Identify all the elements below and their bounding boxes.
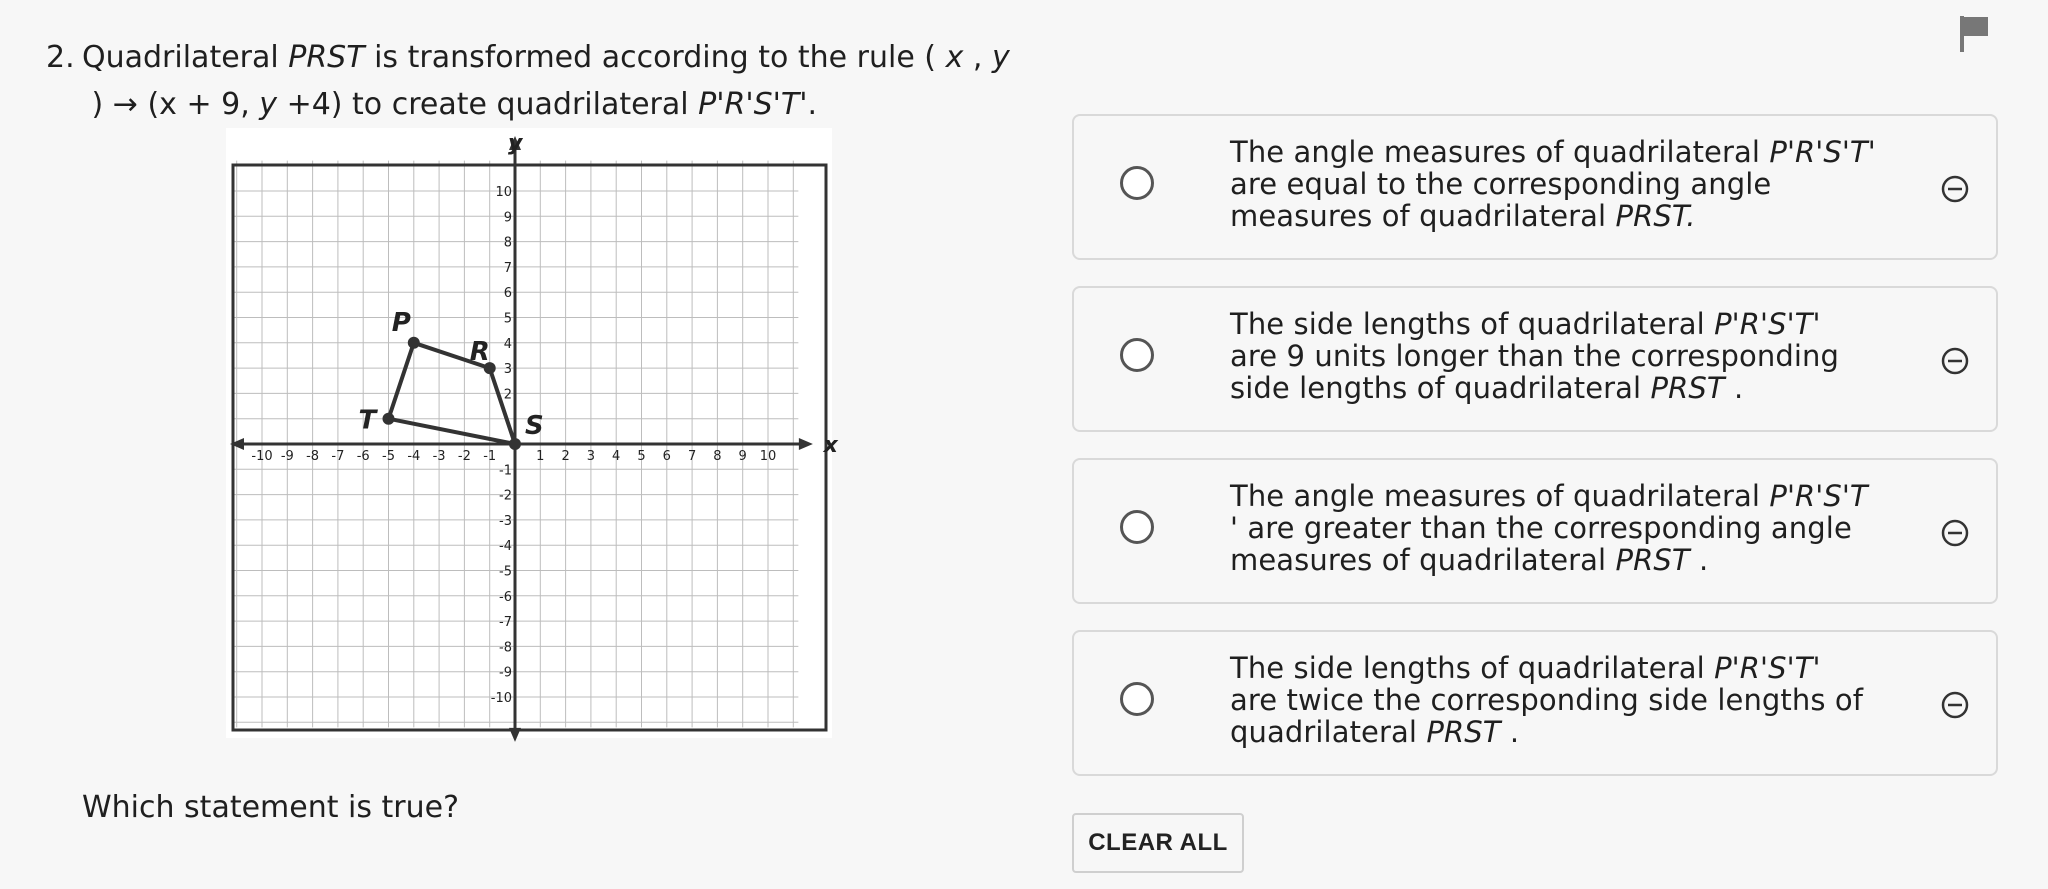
vertex-point-t bbox=[383, 413, 395, 425]
flag-icon[interactable] bbox=[1958, 14, 1992, 54]
graph-frame bbox=[233, 165, 826, 730]
option-figure-name: PRST bbox=[1615, 543, 1690, 577]
x-tick-label: -4 bbox=[407, 449, 421, 464]
vertex-point-p bbox=[408, 337, 420, 349]
option-text-line: ' are greater than the corresponding angle bbox=[1230, 511, 1852, 545]
y-tick-label: 7 bbox=[503, 260, 512, 276]
option-text-line: side lengths of quadrilateral bbox=[1230, 371, 1651, 405]
eliminate-option-icon[interactable] bbox=[1940, 174, 1970, 204]
vertex-label-s: S bbox=[525, 411, 544, 441]
stem-text: +4) to create quadrilateral bbox=[277, 87, 699, 122]
option-figure-name: PRST bbox=[1650, 371, 1725, 405]
question-text bbox=[82, 34, 1012, 128]
question-line-2 bbox=[82, 81, 1012, 128]
eliminate-option-icon[interactable] bbox=[1940, 690, 1970, 720]
option-text-line: The angle measures of quadrilateral bbox=[1230, 479, 1770, 513]
radio-button[interactable] bbox=[1120, 682, 1154, 716]
vertex-label-r: R bbox=[469, 337, 490, 368]
option-text-line: . bbox=[1689, 543, 1709, 577]
y-tick-label: 2 bbox=[503, 387, 512, 403]
option-text-line: are equal to the corresponding angle bbox=[1230, 167, 1772, 201]
y-tick-label: -6 bbox=[499, 589, 512, 605]
x-tick-label: -10 bbox=[251, 449, 273, 464]
stem-text: . bbox=[807, 87, 817, 122]
y-tick-label: -2 bbox=[499, 488, 512, 504]
eliminate-option-icon[interactable] bbox=[1940, 346, 1970, 376]
y-tick-label: -4 bbox=[499, 539, 512, 555]
stem-text: Quadrilateral bbox=[82, 40, 289, 75]
y-tick-label: 5 bbox=[503, 311, 512, 327]
coordinate-graph bbox=[226, 128, 838, 738]
eliminate-option-icon[interactable] bbox=[1940, 518, 1970, 548]
x-axis-label: x bbox=[823, 433, 838, 458]
option-text bbox=[1230, 308, 1870, 404]
stem-variable-y: y bbox=[991, 40, 1010, 75]
question-prompt: Which statement is true? bbox=[82, 790, 460, 825]
option-text-line: are twice the corresponding side lengths of bbox=[1230, 683, 1864, 717]
x-tick-label: 7 bbox=[687, 449, 697, 464]
answer-option-b[interactable] bbox=[1072, 286, 1998, 432]
radio-button[interactable] bbox=[1120, 510, 1154, 544]
option-figure-name: PRST. bbox=[1615, 199, 1696, 233]
stem-variable-y: y bbox=[259, 87, 278, 122]
y-axis-arrow-down bbox=[509, 728, 521, 742]
option-text-line: measures of quadrilateral bbox=[1230, 543, 1616, 577]
x-tick-label: -2 bbox=[457, 449, 471, 464]
option-figure-name: PRST bbox=[1426, 715, 1501, 749]
y-tick-label: -5 bbox=[499, 564, 512, 580]
y-tick-label: -1 bbox=[499, 463, 512, 479]
x-tick-label: 4 bbox=[612, 449, 621, 464]
x-tick-label: -7 bbox=[331, 449, 345, 464]
x-tick-label: -6 bbox=[356, 449, 370, 464]
x-tick-label: 5 bbox=[637, 449, 646, 464]
stem-text: , bbox=[963, 40, 992, 75]
y-tick-label: 4 bbox=[503, 336, 512, 352]
option-text-line: . bbox=[1500, 715, 1520, 749]
y-tick-label: -9 bbox=[499, 665, 512, 681]
y-tick-label: 9 bbox=[503, 210, 512, 226]
y-tick-label: -8 bbox=[499, 640, 512, 656]
option-text-line: quadrilateral bbox=[1230, 715, 1427, 749]
y-axis-label: y bbox=[508, 131, 523, 156]
x-tick-label: -9 bbox=[280, 449, 294, 464]
stem-text: ) → (x + 9, bbox=[82, 87, 260, 122]
question-line-1 bbox=[82, 34, 1012, 81]
stem-text: is transformed according to the rule ( bbox=[364, 40, 946, 75]
x-tick-label: -3 bbox=[432, 449, 446, 464]
x-tick-label: 9 bbox=[738, 449, 747, 464]
y-tick-label: -10 bbox=[490, 691, 512, 706]
option-text-line: . bbox=[1724, 371, 1744, 405]
x-tick-label: -1 bbox=[483, 449, 497, 464]
x-tick-label: 6 bbox=[662, 449, 671, 464]
stem-variable-x: x bbox=[945, 40, 964, 75]
x-tick-label: -8 bbox=[306, 449, 320, 464]
y-tick-label: -3 bbox=[499, 513, 512, 529]
graph-canvas bbox=[226, 128, 838, 738]
x-tick-label: 10 bbox=[759, 449, 777, 464]
question-number: 2. bbox=[46, 40, 75, 75]
x-tick-label: 2 bbox=[561, 449, 570, 464]
option-figure-name: P'R'S'T' bbox=[1769, 135, 1876, 169]
vertex-label-p: P bbox=[391, 307, 411, 338]
option-text bbox=[1230, 135, 1876, 233]
x-tick-label: 8 bbox=[713, 449, 722, 464]
y-tick-label: -7 bbox=[499, 615, 512, 631]
option-text-line: The side lengths of quadrilateral bbox=[1230, 651, 1715, 685]
option-figure-name: P'R'S'T bbox=[1769, 479, 1868, 513]
x-axis-arrow-right bbox=[799, 438, 813, 450]
stem-image-name: P'R'S'T' bbox=[698, 87, 808, 122]
vertex-label-t: T bbox=[358, 405, 377, 436]
option-figure-name: P'R'S'T' bbox=[1714, 307, 1821, 341]
option-text bbox=[1230, 652, 1870, 748]
answer-option-c[interactable] bbox=[1072, 458, 1998, 604]
radio-button[interactable] bbox=[1120, 338, 1154, 372]
option-text-line: are 9 units longer than the corresponding bbox=[1230, 339, 1840, 373]
answer-option-d[interactable] bbox=[1072, 630, 1998, 776]
radio-button[interactable] bbox=[1120, 166, 1154, 200]
option-text-line: The angle measures of quadrilateral bbox=[1230, 135, 1770, 169]
vertex-point-s bbox=[509, 438, 521, 450]
option-text-line: measures of quadrilateral bbox=[1230, 199, 1616, 233]
answer-option-a[interactable] bbox=[1072, 114, 1998, 260]
y-tick-label: 8 bbox=[503, 235, 512, 251]
y-tick-label: 3 bbox=[503, 362, 512, 378]
y-tick-label: 10 bbox=[495, 185, 512, 200]
y-tick-label: 6 bbox=[503, 286, 512, 302]
option-figure-name: P'R'S'T' bbox=[1714, 651, 1821, 685]
clear-all-button[interactable]: CLEAR ALL bbox=[1072, 813, 1244, 873]
option-text-line: The side lengths of quadrilateral bbox=[1230, 307, 1715, 341]
option-text bbox=[1230, 480, 1870, 576]
stem-figure-name: PRST bbox=[288, 40, 365, 75]
x-tick-label: 1 bbox=[536, 449, 545, 464]
x-tick-label: 3 bbox=[586, 449, 596, 464]
x-tick-label: -5 bbox=[382, 449, 395, 464]
